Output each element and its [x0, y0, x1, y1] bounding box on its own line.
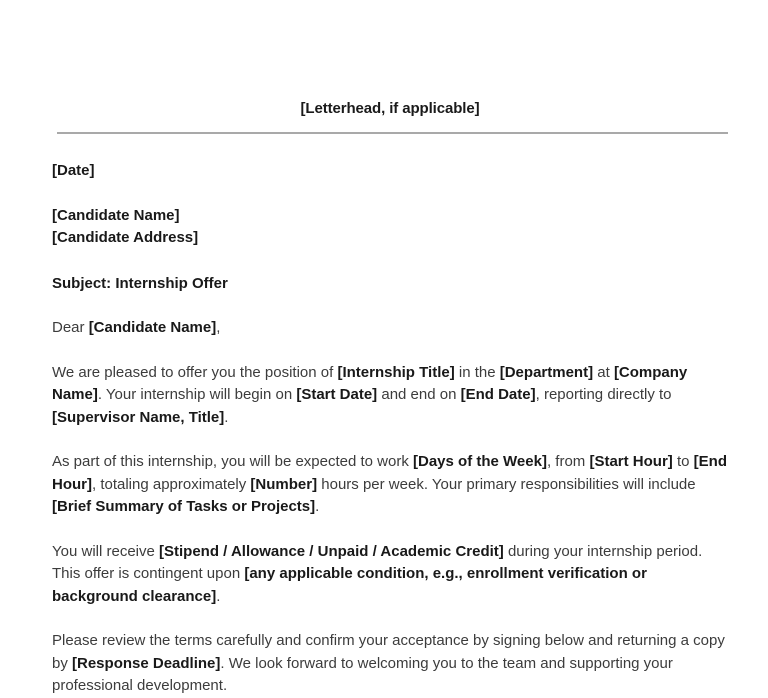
- salutation-suffix: ,: [216, 319, 221, 336]
- placeholder-company-name: [Company Name]: [52, 363, 688, 403]
- placeholder-tasks-summary: [Brief Summary of Tasks or Projects]: [52, 498, 316, 515]
- comp-text-3: .: [216, 587, 221, 605]
- offer-text-2: in the: [454, 363, 500, 381]
- schedule-text-3: to: [672, 453, 694, 470]
- closing-text-2: . We look forward to welcoming you to the team and supporting your professional development.: [52, 654, 673, 694]
- placeholder-start-date: [Start Date]: [296, 386, 378, 403]
- placeholder-supervisor: [Supervisor Name, Title]: [52, 408, 225, 426]
- offer-text-3: at: [593, 363, 614, 381]
- paragraph-offer: [52, 362, 728, 430]
- offer-text-7: .: [224, 408, 229, 426]
- schedule-text-2: , from: [546, 453, 590, 470]
- schedule-text-6: .: [315, 498, 320, 515]
- recipient-block: [52, 205, 728, 250]
- schedule-text-4: , totaling approximately: [92, 475, 251, 493]
- comp-text-1: You will receive: [52, 542, 159, 560]
- subject-line: Subject: Internship Offer: [52, 274, 228, 292]
- placeholder-end-hour: [End Hour]: [52, 453, 727, 493]
- recipient-address: [Candidate Address]: [52, 229, 199, 246]
- recipient-name: [Candidate Name]: [52, 206, 180, 224]
- offer-text-1: We are pleased to offer you the position of: [52, 363, 338, 381]
- placeholder-response-deadline: [Response Deadline]: [72, 654, 221, 672]
- letterhead-title: [Letterhead, if applicable]: [300, 100, 480, 117]
- header-divider: [57, 132, 728, 134]
- placeholder-condition: [any applicable condition, e.g., enrollment verification or background clearance]: [52, 565, 647, 605]
- placeholder-number-hours: [Number]: [250, 475, 318, 493]
- offer-text-4: . Your internship will begin on: [97, 386, 297, 403]
- schedule-text-1: As part of this internship, you will be expected to work: [52, 453, 414, 470]
- letter-body: [52, 0, 728, 698]
- offer-text-5: and end on: [377, 386, 461, 403]
- salutation-prefix: Dear: [52, 319, 89, 336]
- placeholder-stipend: [Stipend / Allowance / Unpaid / Academic Credit]: [159, 542, 504, 560]
- comp-text-2: during your internship period. This offer is contingent upon: [52, 542, 703, 582]
- placeholder-internship-title: [Internship Title]: [337, 363, 455, 381]
- placeholder-end-date: [End Date]: [460, 386, 536, 403]
- paragraph-compensation: [52, 541, 728, 609]
- paragraph-closing: [52, 630, 728, 698]
- paragraph-schedule: [52, 451, 728, 519]
- schedule-text-5: hours per week. Your primary responsibilities will include: [317, 475, 696, 493]
- placeholder-department: [Department]: [499, 363, 594, 381]
- placeholder-start-hour: [Start Hour]: [589, 453, 673, 470]
- placeholder-days-of-week: [Days of the Week]: [413, 453, 547, 470]
- closing-text-1: Please review the terms carefully and confirm your acceptance by signing below and returning a copy by: [52, 632, 725, 672]
- date-field: [Date]: [52, 162, 95, 179]
- offer-text-6: , reporting directly to: [535, 386, 672, 403]
- salutation-line: [52, 317, 728, 340]
- salutation-name: [Candidate Name]: [88, 319, 217, 336]
